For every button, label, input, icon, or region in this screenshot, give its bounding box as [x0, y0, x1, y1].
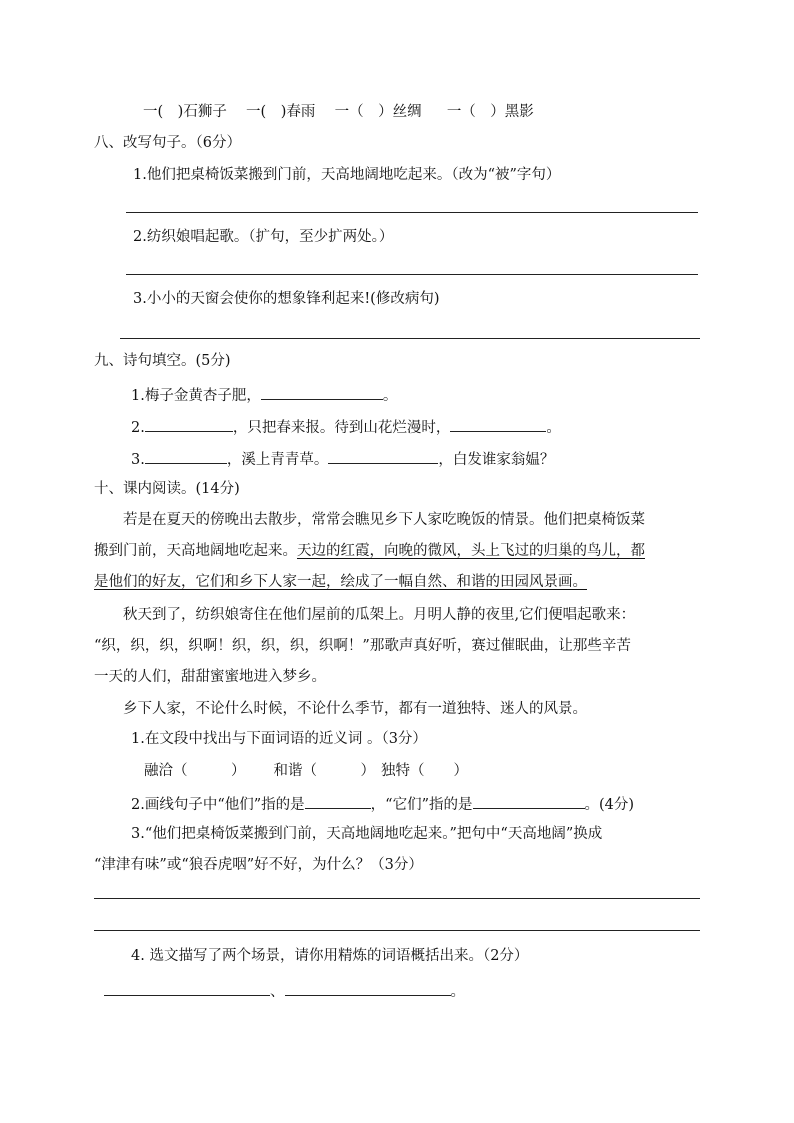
measure-word-shadow: 一（ ）黑影	[446, 104, 534, 120]
fill-blank	[473, 793, 585, 809]
section-8-title: 八、改写句子。（6分）	[94, 135, 241, 151]
section-9-question-3: 3. ，溪上青青草。 ，白发谁家翁媪？	[131, 448, 554, 469]
synonym-word-1: 融洽（ ）	[144, 763, 246, 779]
passage-p2-line-2: “织，织，织，织啊！织，织，织，织啊！”那歌声真好听，赛过催眠曲，让那些辛苦	[94, 638, 631, 654]
section-8-question-2: 2.纺织娘唱起歌。（扩句，至少扩两处。）	[133, 229, 394, 245]
passage-p3-line-1: 乡下人家，不论什么时候，不论什么季节，都有一道独特、迷人的风景。	[123, 701, 587, 717]
answer-line	[126, 212, 698, 213]
reading-question-1: 1.在文段中找出与下面词语的近义词 。（3分）	[131, 731, 427, 747]
synonym-word-3: 独特（ ）	[381, 763, 468, 779]
passage-p2-line-3: 一天的人们，甜甜蜜蜜地进入梦乡。	[94, 669, 326, 685]
fill-blank	[145, 416, 233, 432]
underlined-sentence: 天边的红霞，向晚的微风，头上飞过的归巢的鸟儿，都	[297, 543, 645, 559]
answer-line	[126, 274, 698, 275]
answer-line	[120, 338, 700, 339]
passage-p2-line-1: 秋天到了，纺织娘寄住在他们屋前的瓜架上。月明人静的夜里,它们便唱起歌来：	[123, 607, 636, 623]
reading-question-3-line-2: “津津有味”或“狼吞虎咽”好不好，为什么？（3分）	[94, 857, 423, 873]
fill-blank	[261, 384, 383, 400]
section-9-title: 九、诗句填空。(5分)	[94, 353, 231, 369]
fill-blank	[328, 448, 438, 464]
section-9-question-2: 2. ，只把春来报。待到山花烂漫时， 。	[131, 416, 561, 437]
measure-word-stone-lion: 一( )石狮子	[143, 104, 227, 120]
synonym-words-line	[144, 762, 468, 780]
fill-blank	[145, 448, 227, 464]
passage-p1-line-2: 搬到门前，天高地阔地吃起来。天边的红霞，向晚的微风，头上飞过的归巢的鸟儿，都	[94, 543, 645, 559]
answer-line	[94, 898, 700, 899]
synonym-word-2: 和谐（ ）	[273, 763, 375, 779]
fill-blank	[285, 980, 451, 996]
reading-question-2: 2.画线句子中“他们”指的是 ，“它们”指的是 。(4分)	[131, 793, 634, 814]
passage-p1-line-3	[94, 573, 587, 591]
measure-words-line	[143, 103, 534, 121]
passage-p1-line-1: 若是在夏天的傍晚出去散步，常常会瞧见乡下人家吃晚饭的情景。他们把桌椅饭菜	[123, 512, 645, 528]
underlined-sentence: 是他们的好友，它们和乡下人家一起，绘成了一幅自然、和谐的田园风景画。	[94, 574, 587, 590]
answer-line	[94, 930, 700, 931]
fill-blank	[305, 793, 371, 809]
section-8-question-3: 3.小小的天窗会使你的想象锋利起来!(修改病句)	[133, 291, 440, 307]
section-8-question-1: 1.他们把桌椅饭菜搬到门前，天高地阔地吃起来。（改为“被”字句）	[133, 167, 561, 183]
fill-blank	[104, 980, 270, 996]
section-10-title: 十、课内阅读。(14分)	[94, 481, 240, 497]
measure-word-spring-rain: 一( )春雨	[246, 104, 316, 120]
reading-question-3-line-1: 3.“他们把桌椅饭菜搬到门前，天高地阔地吃起来。”把句中“天高地阔”换成	[131, 826, 603, 842]
reading-question-4-answer: 、 。	[104, 980, 465, 1001]
measure-word-silk: 一（ ）丝绸	[334, 104, 422, 120]
reading-question-4: 4. 选文描写了两个场景，请你用精炼的词语概括出来。（2分）	[131, 948, 529, 964]
fill-blank	[450, 416, 546, 432]
section-9-question-1: 1.梅子金黄杏子肥， 。	[131, 384, 397, 405]
